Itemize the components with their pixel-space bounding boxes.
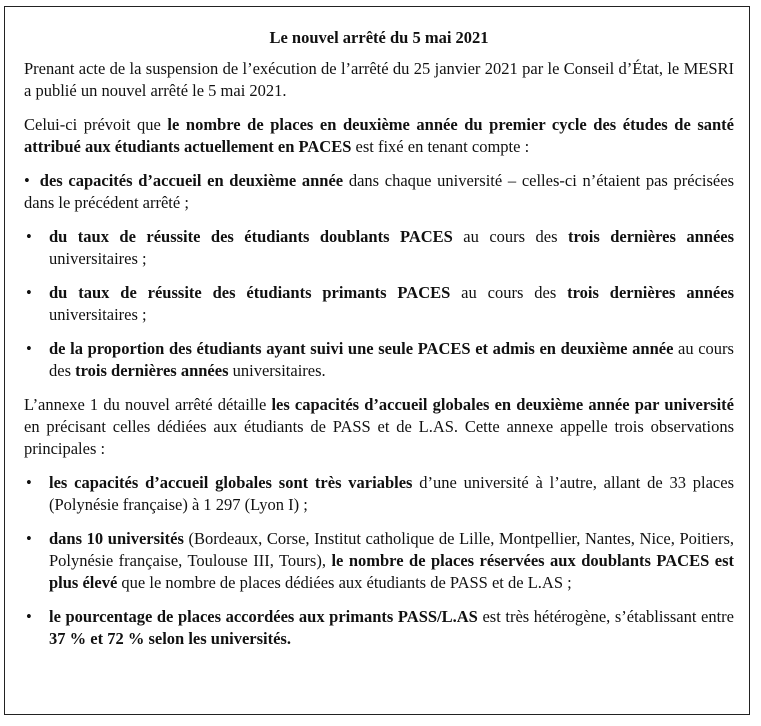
bullet-item [24, 472, 734, 516]
bold-text: trois dernières années [75, 361, 229, 380]
bold-text: dans 10 universités [49, 529, 184, 548]
text: (Bordeaux, Corse, Institut catholique de Lille, Montpellier, Nantes, Nice, Poitiers, Polynésie française, Toulouse III, Tours), [49, 529, 735, 570]
text: universitaires. [228, 361, 326, 380]
document-title: Le nouvel arrêté du 5 mai 2021 [269, 28, 489, 47]
text: au cours des [452, 227, 568, 246]
text: au cours des [49, 339, 734, 380]
bold-text: les capacités d’accueil globales en deuxième année par université [271, 395, 734, 414]
text: universitaires ; [49, 249, 147, 268]
document-body [24, 58, 734, 650]
bullet-icon: • [26, 227, 32, 246]
text: universitaires ; [49, 305, 147, 324]
text: dans chaque université – celles-ci n’étaient pas précisées dans le précédent arrêté ; [24, 171, 734, 212]
bold-text: du taux de réussite des étudiants primants PACES [49, 283, 451, 302]
text: d’une université à l’autre, allant de 33 places (Polynésie française) à 1 297 (Lyon I) ; [49, 473, 735, 514]
bold-text: 37 % et 72 % selon les universités. [49, 629, 291, 648]
bold-text: du taux de réussite des étudiants doublants PACES [49, 227, 453, 246]
bold-text: de la proportion des étudiants ayant suivi une seule PACES et admis en deuxième année [49, 339, 674, 358]
bold-text: les capacités d’accueil globales sont très variables [49, 473, 413, 492]
bullet-icon: • [26, 607, 32, 626]
bold-text: trois dernières années [567, 283, 735, 302]
text-box [4, 6, 750, 715]
bullet-item [24, 528, 734, 594]
bullet-item [24, 606, 734, 650]
text: est fixé en tenant compte : [351, 137, 530, 156]
paragraph [24, 394, 734, 460]
paragraph [24, 114, 734, 158]
bullet-item [24, 226, 734, 270]
bold-text: trois dernières années [567, 227, 735, 246]
bullet-icon: • [26, 529, 32, 548]
text: au cours des [450, 283, 568, 302]
text: que le nombre de places dédiées aux étudiants de PASS et de L.AS ; [117, 573, 572, 592]
bullet-icon: • [26, 339, 32, 358]
document-content [24, 27, 734, 662]
bold-text: des capacités d’accueil en deuxième année [39, 171, 344, 190]
bullet-item [24, 338, 734, 382]
text: L’annexe 1 du nouvel arrêté détaille [24, 395, 272, 414]
text: est très hétérogène, s’établissant entre [477, 607, 735, 626]
paragraph [24, 58, 734, 102]
bullet-item [24, 282, 734, 326]
bullet-icon: • [24, 171, 30, 190]
bold-text: le pourcentage de places accordées aux primants PASS/L.AS [49, 607, 478, 626]
bullet-icon: • [26, 283, 32, 302]
text: Prenant acte de la suspension de l’exécution de l’arrêté du 25 janvier 2021 par le Conseil d’État, le MESRI a publié un nouvel arrêté le 5 mai 2021. [24, 59, 734, 100]
bold-text: le nombre de places en deuxième année du premier cycle des études de santé attribué aux étudiants actuellement en PACES [24, 115, 734, 156]
text: en précisant celles dédiées aux étudiants de PASS et de L.AS. Cette annexe appelle trois observations principales : [24, 417, 734, 458]
bullet-item [24, 170, 734, 214]
text: Celui-ci prévoit que [24, 115, 168, 134]
bullet-icon: • [26, 473, 32, 492]
bold-text: le nombre de places réservées aux doublants PACES est plus élevé [49, 551, 734, 592]
